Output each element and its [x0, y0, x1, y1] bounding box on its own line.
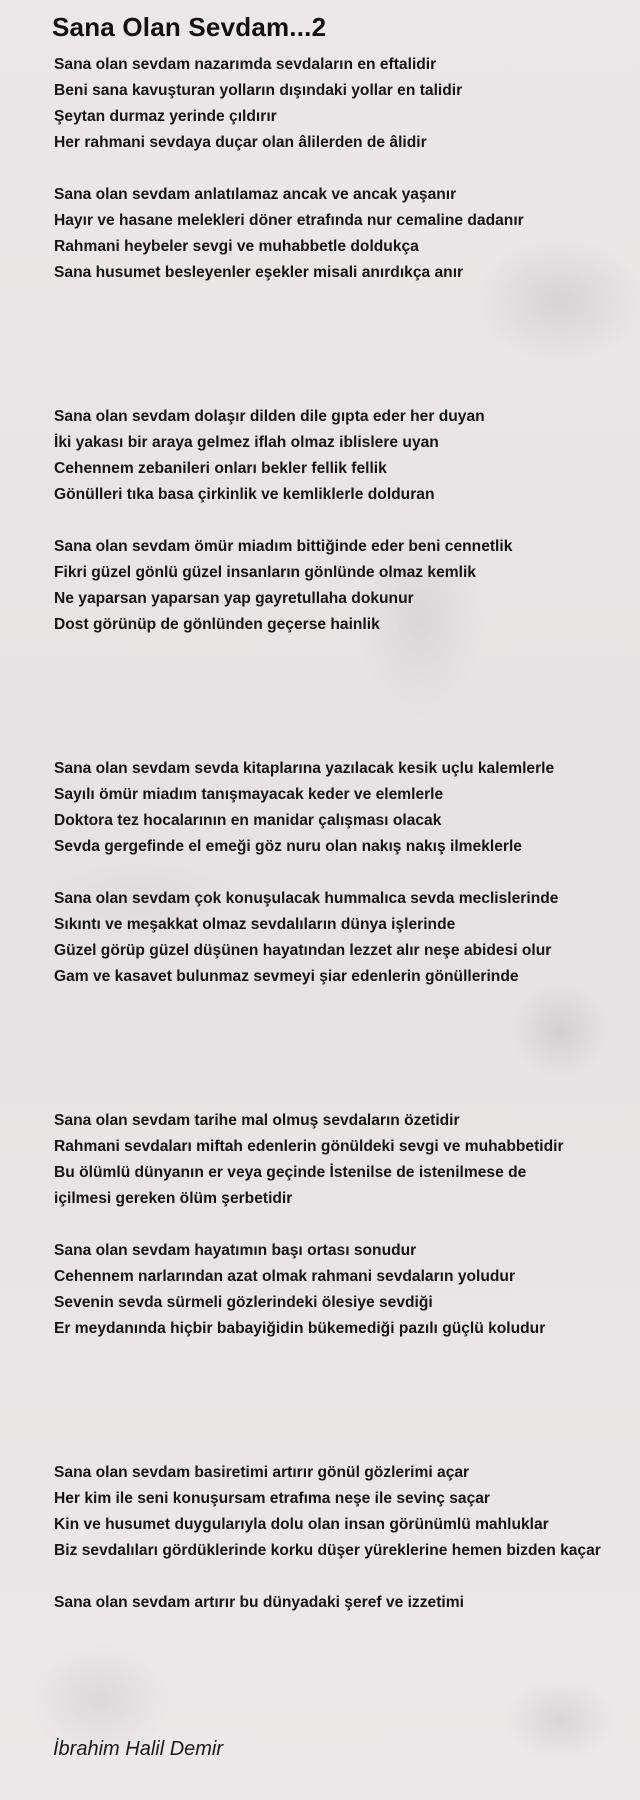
- poem-line: Sana olan sevdam nazarımda sevdaların en eftalidir: [54, 56, 437, 73]
- poem-line: Sana husumet besleyenler eşekler misali anırdıkça anır: [54, 264, 464, 281]
- author-signature: İbrahim Halil Demir: [53, 1738, 224, 1760]
- poem-line: Sana olan sevdam anlatılamaz ancak ve ancak yaşanır: [54, 186, 457, 203]
- poem-line: Bu ölümlü dünyanın er veya geçinde İstenilse de istenilmese de: [54, 1164, 527, 1181]
- poem-line: Rahmani sevdaları miftah edenlerin gönüldeki sevgi ve muhabbetidir: [54, 1138, 564, 1155]
- poem-line: Er meydanında hiçbir babayiğidin bükemediği pazılı güçlü koludur: [54, 1320, 546, 1337]
- poem-line: Doktora tez hocalarının en manidar çalışması olacak: [54, 812, 442, 829]
- poem-body: [54, 52, 634, 1642]
- poem-line: Sıkıntı ve meşakkat olmaz sevdalıların dünya işlerinde: [54, 916, 456, 933]
- poem-line: Cehennem zebanileri onları bekler fellik fellik: [54, 460, 387, 477]
- stanza: [54, 1108, 634, 1212]
- poem-line: Cehennem narlarından azat olmak rahmani sevdaların yoludur: [54, 1268, 516, 1285]
- poem-line: Sana olan sevdam dolaşır dilden dile gıpta eder her duyan: [54, 408, 485, 425]
- page-title: Sana Olan Sevdam...2: [52, 12, 327, 42]
- poem-line: Gönülleri tıka basa çirkinlik ve kemliklerle dolduran: [54, 486, 435, 503]
- poem-line: Sana olan sevdam artırır bu dünyadaki şeref ve izzetimi: [54, 1594, 464, 1611]
- stanza-group: [54, 756, 634, 990]
- poem-line: Beni sana kavuşturan yolların dışındaki yollar en talidir: [54, 82, 463, 99]
- poem-line: Her kim ile seni konuşursam etrafıma neşe ile sevinç saçar: [54, 1490, 490, 1507]
- stanza: [54, 52, 634, 156]
- poem-line: Sana olan sevdam ömür miadım bittiğinde eder beni cennetlik: [54, 538, 513, 555]
- group-spacer: [54, 1016, 634, 1108]
- poem-line: Güzel görüp güzel düşünen hayatından lezzet alır neşe abidesi olur: [54, 942, 552, 959]
- poem-line: Rahmani heybeler sevgi ve muhabbetle doldukça: [54, 238, 419, 255]
- poem-line: Sayılı ömür miadım tanışmayacak keder ve elemlerle: [54, 786, 444, 803]
- stanza: [54, 1238, 634, 1342]
- poem-line: Sevda gergefinde el emeği göz nuru olan nakış nakış ilmeklerle: [54, 838, 522, 855]
- poem-line: Ne yaparsan yaparsan yap gayretullaha dokunur: [54, 590, 414, 607]
- poem-line: Dost görünüp de gönlünden geçerse hainlik: [54, 616, 380, 633]
- stanza: [54, 404, 634, 508]
- stanza: [54, 182, 634, 286]
- stanza-group: [54, 404, 634, 638]
- stanza: [54, 886, 634, 990]
- poem-line: Sana olan sevdam hayatımın başı ortası sonudur: [54, 1242, 417, 1259]
- stanza-group: [54, 1108, 634, 1342]
- poem-line: Sana olan sevdam sevda kitaplarına yazılacak kesik uçlu kalemlerle: [54, 760, 555, 777]
- group-spacer: [54, 1368, 634, 1460]
- group-spacer: [54, 312, 634, 404]
- poem-line: Sana olan sevdam çok konuşulacak hummalıca sevda meclislerinde: [54, 890, 559, 907]
- poem-line: İki yakası bir araya gelmez iflah olmaz iblislere uyan: [54, 434, 439, 451]
- poem-line: Sana olan sevdam basiretimi artırır gönül gözlerimi açar: [54, 1464, 470, 1481]
- stanza-group: [54, 52, 634, 286]
- poem-line: Sana olan sevdam tarihe mal olmuş sevdaların özetidir: [54, 1112, 460, 1129]
- poem-line: Biz sevdalıları gördüklerinde korku düşer yüreklerine hemen bizden kaçar: [54, 1542, 601, 1559]
- poem-line: Hayır ve hasane melekleri döner etrafında nur cemaline dadanır: [54, 212, 524, 229]
- poem-line: Fikri güzel gönlü güzel insanların gönlünde olmaz kemlik: [54, 564, 476, 581]
- poem-line: Kin ve husumet duygularıyla dolu olan insan görünümlü mahluklar: [54, 1516, 549, 1533]
- stanza: [54, 1590, 634, 1616]
- poem-line: Her rahmani sevdaya duçar olan âlilerden de âlidir: [54, 134, 427, 151]
- stanza-group: [54, 1460, 634, 1616]
- poem-line: Gam ve kasavet bulunmaz sevmeyi şiar edenlerin gönüllerinde: [54, 968, 519, 985]
- poem-line: Şeytan durmaz yerinde çıldırır: [54, 108, 277, 125]
- stanza: [54, 1460, 634, 1564]
- group-spacer: [54, 664, 634, 756]
- stanza: [54, 756, 634, 860]
- poem-line: içilmesi gereken ölüm şerbetidir: [54, 1190, 293, 1207]
- poem-line: Sevenin sevda sürmeli gözlerindeki ölesiye sevdiği: [54, 1294, 433, 1311]
- stanza: [54, 534, 634, 638]
